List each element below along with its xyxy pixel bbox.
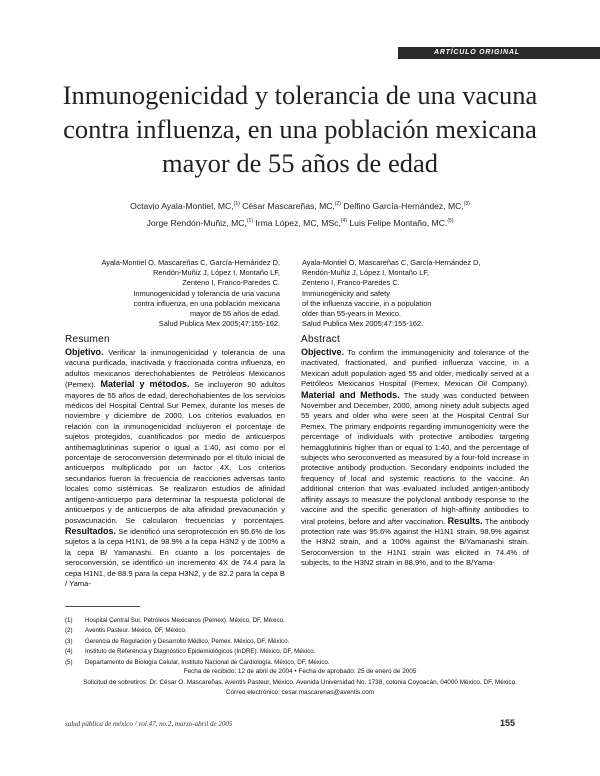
title-line: contra influenza, en una población mexicana (63, 114, 537, 144)
citation-line: Rendón-Muñiz J, López I, Montaño LF, (153, 268, 280, 278)
page-number: 155 (500, 718, 516, 728)
abstract-column (301, 334, 529, 569)
objective-text: To confirm the immunogenicity and tolerance of the inactivated, fractionated, and purified influenza vaccine, in a Mexican adult population aged 55 and older, medically served at a Petróleos Mexicanos Hospital (Pemex, Mexican Oil Company). (301, 348, 529, 389)
affiliations-footnotes (65, 616, 505, 668)
author-line (80, 214, 520, 231)
footnote-text: Departamento de Biología Celular, Instituto Nacional de Cardiología. México, DF, México. (85, 658, 330, 666)
objetivo-label: Objetivo. (65, 347, 104, 357)
results-label: Results. (447, 515, 483, 526)
affiliation-mark: (1) (233, 201, 240, 207)
affiliation-mark: (4) (340, 217, 347, 224)
resumen-heading: Resumen (65, 334, 110, 345)
author-name: Delfino García-Hernández, MC, (343, 200, 464, 211)
material-label: Material y métodos. (100, 379, 190, 390)
received-approved-dates: Fecha de recibido: 12 de abril de 2004 • Fecha de aprobado: 25 de enero de 2005 (183, 668, 417, 675)
title-line: mayor de 55 años de edad (162, 148, 438, 178)
affiliation-mark: (1) (246, 217, 253, 224)
material-text: Se incluyeron 90 adultos mayores de 55 años de edad, derechohabientes de los servicios médicos del Hospital Central Sur Pemex, durante los meses de noviembre y diciembre de 2000. Los criterios evaluados en relación con la inmunogenicidad incluyeron el porcentaje de sujetos protegidos, cuantificados por medio de anticuerpos antihemaglutininas superior o igual a 1:40, así como por el porcentaje de seroconversión determinado por el título inicial de anticuerpos multiplicado por un factor 4X. Los criterios secundarios fueron la frecuencia de reacciones adversas tanto locales como sistémicas. Se realizaron estudios de afinidad antígeno-anticuerpo para determinar la respuesta policlonal de anticuerpos y de anticuerpos de alta afinidad prevacunación y posvacunación. Se calcularon frecuencias y porcentajes. (65, 380, 285, 525)
footnote-text: Instituto de Referencia y Diagnóstico Epidemiológicos (InDRE). México, DF, México. (85, 648, 316, 656)
resumen-body (65, 347, 285, 589)
footnote-number: (1) (65, 617, 73, 624)
author-name: César Mascareñas, MC, (242, 200, 335, 211)
footnote-divider (65, 606, 140, 607)
footnote (65, 637, 505, 647)
footnote-text: Gerencia de Regulación y Desarrollo Médico, Pemex. México, DF, México. (85, 637, 290, 645)
citation-line: Salud Publica Mex 2005;47:155-162. (158, 319, 280, 329)
citation-line: older than 55-years in Mexico. (302, 309, 402, 319)
author-name: Irma López, MC, MSc, (255, 217, 341, 228)
methods-label: Material and Methods. (301, 389, 400, 400)
objective-label: Objective. (301, 347, 345, 357)
section-label: ARTÍCULO ORIGINAL (398, 47, 600, 59)
resumen-column (65, 334, 285, 589)
footnote-number: (4) (65, 648, 73, 656)
footnote (65, 626, 505, 636)
methods-text: The study was conducted between November and December, 2000, among ninety adult subjects aged 55 years and older who were seen at the Hospital Central Sur Pemex. The primary endpoints regarding immunogenicity were the percentage of individuals with protective antibodies targeting hemagglutinins higher than or equal to 1:40, and the percentage of subjects who seroconverted as measured by a four-fold increase in protective antibody production. Secondary endpoints included the frequency of local and systemic reactions to the vaccine. An additional criterion that was evaluated included antigen-antibody affinity assays to measure the polyclonal antibody response to the vaccine and the specific generation of high-affinity antibodies to viral proteins, before and after vaccination. (301, 390, 530, 526)
citation-line: Zenteno I, Franco-Paredes C. (182, 278, 280, 288)
footnote-number: (5) (65, 658, 73, 666)
citation-line: of the influenza vaccine, in a population (302, 298, 432, 308)
footnote-text: Aventis Pasteur. México, DF, México. (85, 627, 187, 635)
author-name: Octavio Ayala-Montiel, MC, (130, 200, 234, 211)
citation-line: Immunogenicity and safety (302, 288, 390, 298)
citation-line: Salud Publica Mex 2005;47:155-162. (302, 319, 424, 329)
contact-email: Correo electrónico: cesar.mascarenas@aventis.com (225, 689, 375, 696)
author-name: Luis Felipe Montaño, MC. (349, 217, 448, 228)
footnote-number: (3) (65, 637, 73, 645)
citation-line: Rendón-Muñiz J, López I, Montaño LF, (302, 268, 429, 278)
correspondence-info (0, 667, 600, 699)
citation-line: Ayala-Montiel O, Mascareñas C, García-Hernández D, (101, 258, 280, 267)
affiliation-mark: (3) (463, 201, 470, 207)
reprint-request: Solicitud de sobretiros: Dr. César O. Mascareñas. Aventis Pasteur, México. Avenida Universidad No. 1738, colonia Coyoacán, 04000 México, DF, México. (83, 678, 517, 686)
results-text: The antibody protection rate was 95.6% against the H1N1 strain, 98.9% against the H3N2 strain, and a 100% against the B/Yamanashi strain. Seroconversion to the H1N1 strain was elicited in 74.4% of subjects, to the H3N2 strain in 88.9%, and to the B/Yama- (301, 516, 529, 568)
objetivo-text: Verificar la inmunogenicidad y tolerancia de una vacuna purificada, inactivada y fraccionada contra influenza, en adultos mexicanos derechohabientes de Petróleos Mexicanos (Pemex). (65, 348, 285, 390)
resultados-text: Se identificó una seroprotección en 95.6% de los sujetos a la cepa H1N1, de 98.9% a la cepa H3N2 y de 100% a la cepa B/ Yamanashi. En cuanto a los porcentajes de seroconversión, se identificó un incremento 4X de 74.4 para la cepa H1N1, de 88.9 para la cepa H3N2, y de 82.2 para la cepa B / Yama- (65, 526, 285, 588)
title-line: Inmunogenicidad y tolerancia de una vacuna (62, 80, 538, 110)
author-name: Jorge Rendón-Muñiz, MC, (146, 217, 247, 228)
citation-line: mayor de 55 años de edad. (190, 309, 280, 319)
citation-line: Zenteno I, Franco-Paredes C. (302, 278, 400, 288)
abstract-body (301, 347, 529, 569)
citation-spanish (94, 258, 280, 329)
citation-english (302, 258, 502, 329)
citation-line: Inmunogenicidad y tolerancia de una vacuna (133, 288, 280, 298)
author-list (80, 197, 520, 231)
affiliation-mark: (5) (447, 217, 454, 224)
footnote-text: Hospital Central Sur, Petróleos Mexicanos (Pemex). México, DF, México. (85, 617, 285, 624)
resultados-label: Resultados. (65, 525, 117, 536)
citation-line: Ayala-Montiel O, Mascareñas C, García-Hernández D, (302, 258, 481, 267)
author-line (80, 197, 520, 214)
citation-line: contra influenza, en una población mexicana (133, 298, 280, 308)
article-title (40, 78, 560, 180)
abstract-heading: Abstract (301, 334, 341, 345)
affiliation-mark: (2) (334, 201, 341, 207)
footnote (65, 616, 505, 626)
journal-footer: salud pública de méxico / vol.47, no.2, marzo-abril de 2005 (65, 720, 233, 728)
footnote (65, 647, 505, 657)
footnote-number: (2) (65, 627, 73, 635)
